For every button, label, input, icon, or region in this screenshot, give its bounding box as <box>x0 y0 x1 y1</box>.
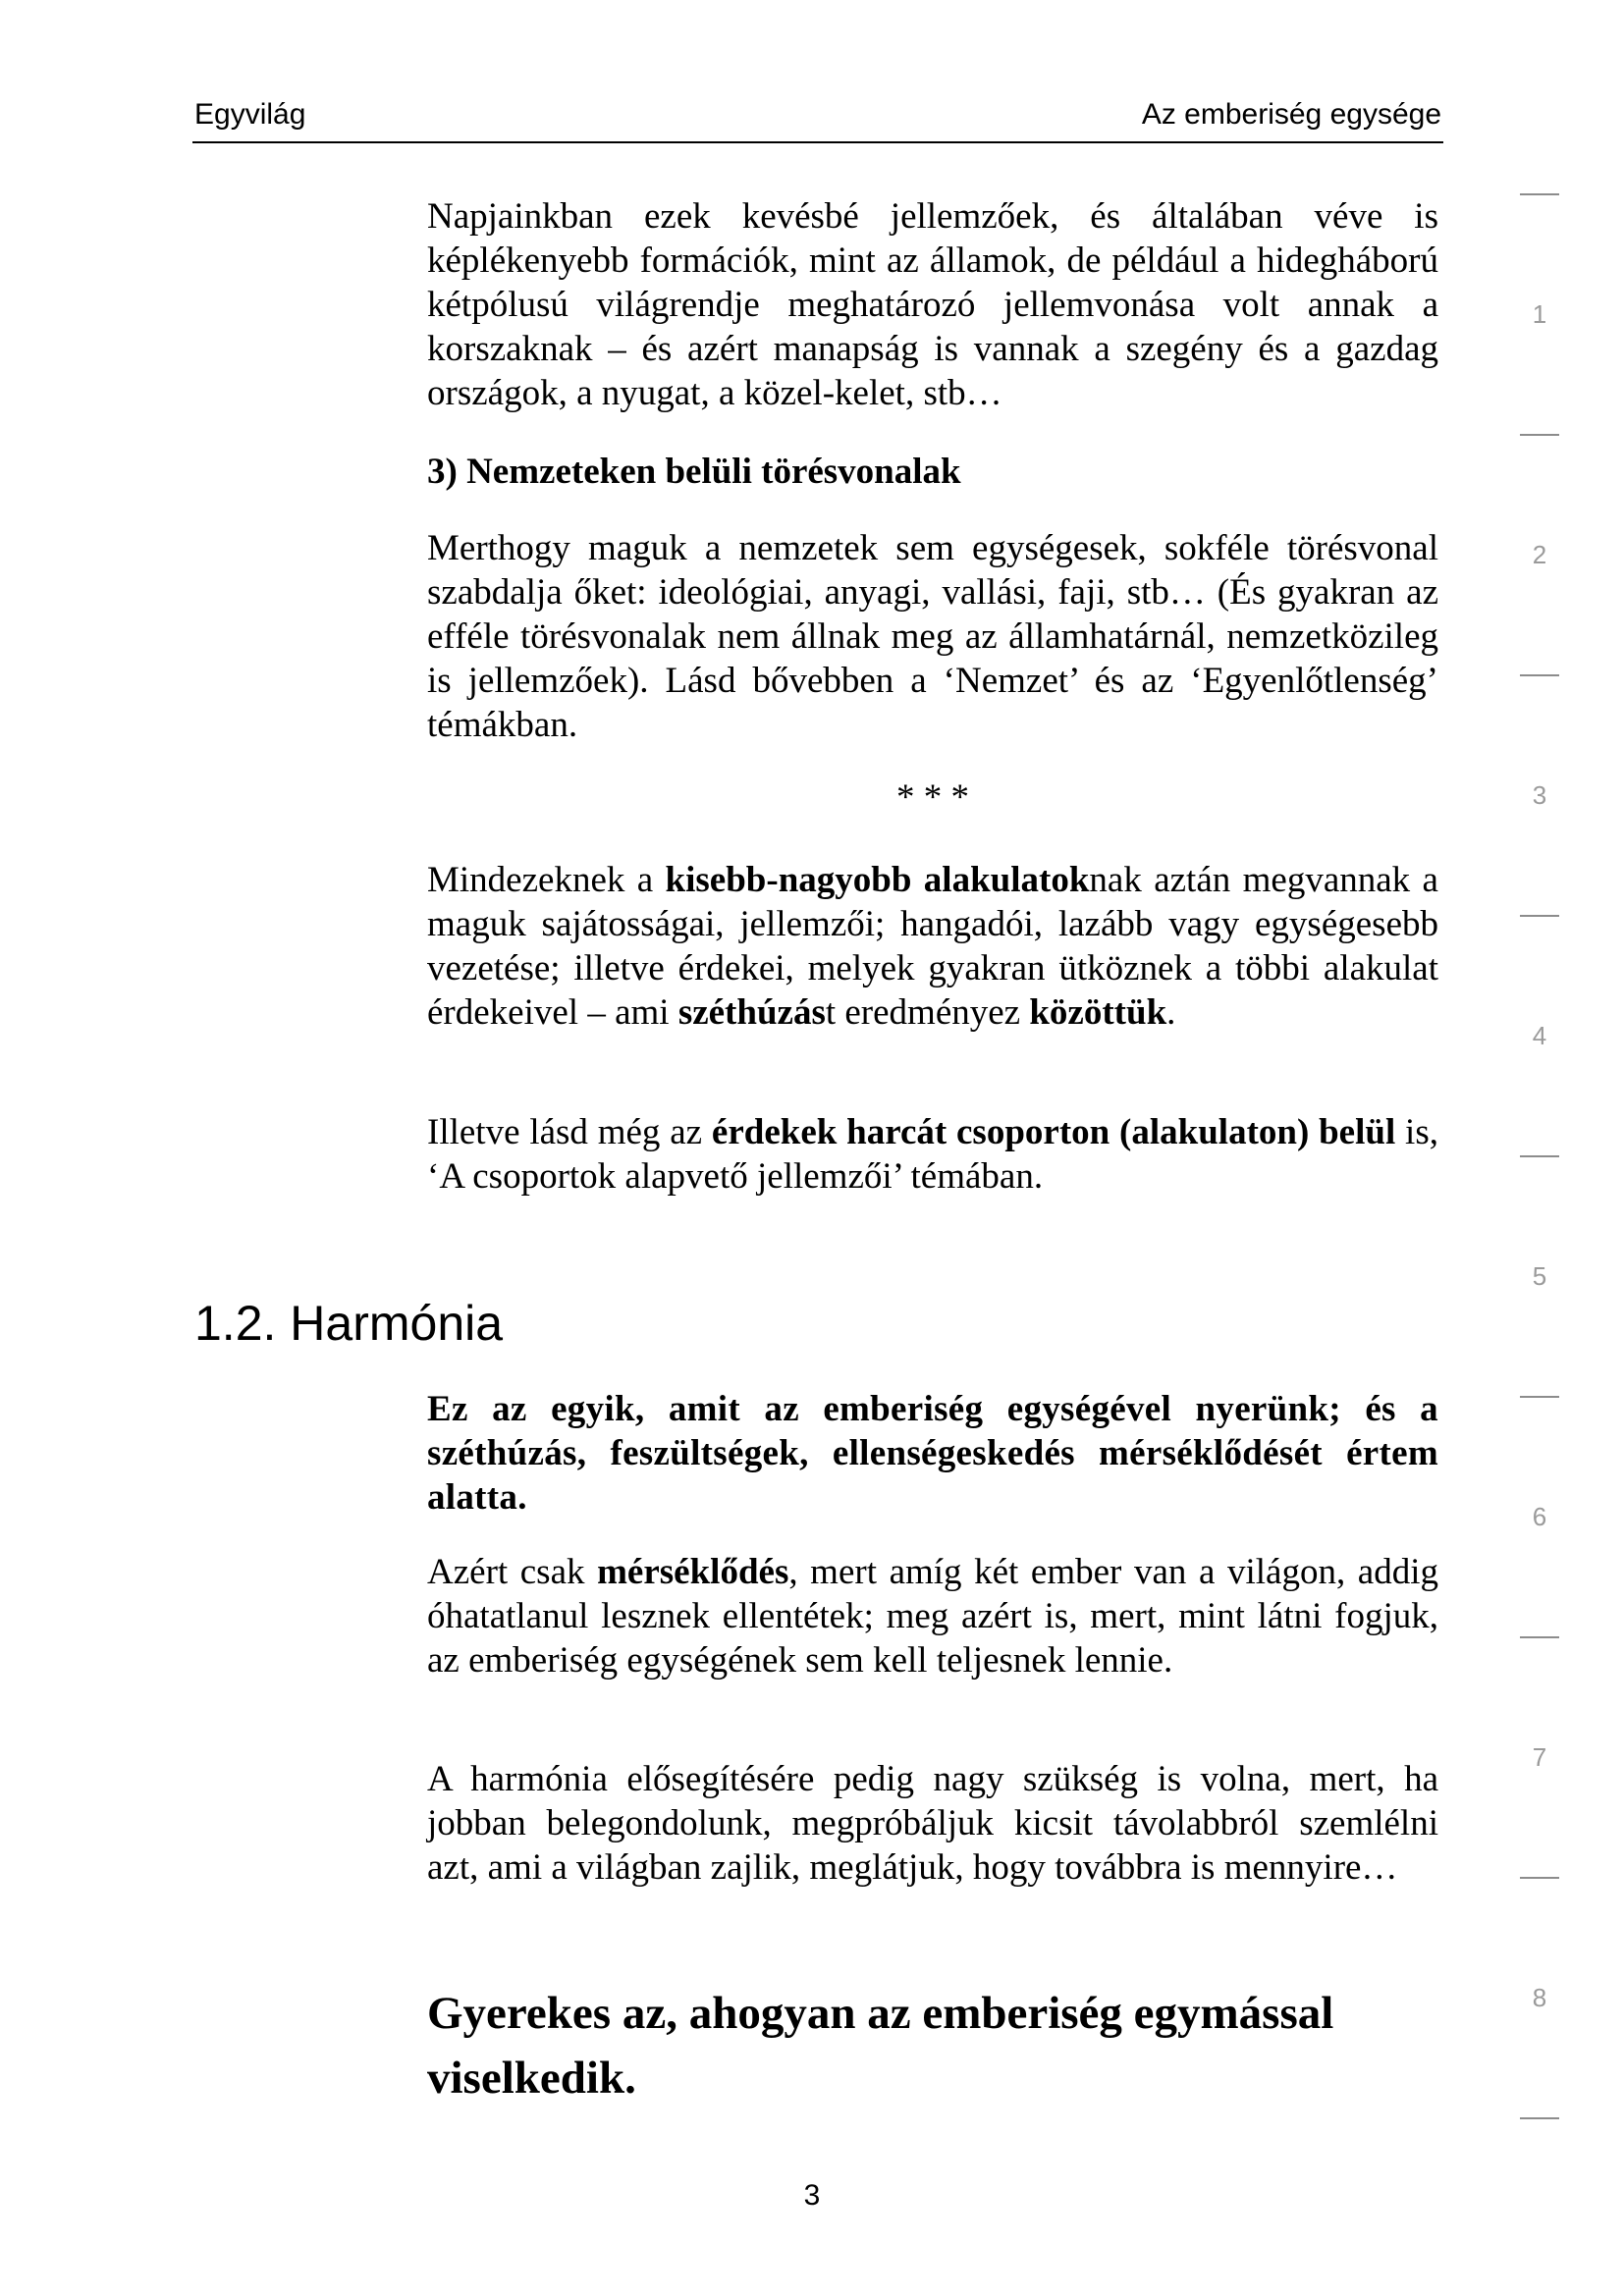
margin-dash <box>1520 434 1559 436</box>
margin-dash <box>1520 2117 1559 2119</box>
paragraph-1: Napjainkban ezek kevésbé jellemzőek, és általában véve is képlékenyebb formációk, mint az államok, de például a hidegháború kétpólusú világrendje meghatározó jellemvonása volt annak a korszaknak – és azért manapság is vannak a szegény és a gazdag országok, a nyugat, a közel-kelet, stb… <box>427 196 1438 413</box>
paragraph-4: Illetve lásd még az érdekek harcát csoporton (alakulaton) belül is, ‘A csoportok alapvető jellemzői’ témában. <box>427 1112 1438 1197</box>
section-separator: * * * <box>896 777 969 818</box>
running-header <box>192 98 1443 143</box>
header-right-title: Az emberiség egysége <box>1141 98 1441 131</box>
paragraph-2: Merthogy maguk a nemzetek sem egységesek, sokféle törésvonal szabdalja őket: ideológiai, anyagi, vallási, faji, stb… (És gyakran az efféle törésvonalak nem állnak meg az államhatárnál, nemzetközileg is jellemzőek). Lásd bővebben a ‘Nemzet’ és az ‘Egyenlőtlenség’ témákban. <box>427 528 1438 745</box>
margin-dash <box>1520 1636 1559 1638</box>
margin-number-7: 7 <box>1532 1742 1547 1772</box>
margin-number-8: 8 <box>1532 1983 1547 2012</box>
paragraph-6: Azért csak mérséklődés, mert amíg két ember van a világon, addig óhatatlanul lesznek ellentétek; meg azért is, mert, mint látni fogjuk, az emberiség egységének sem kell teljesnek lennie. <box>427 1552 1438 1681</box>
margin-number-1: 1 <box>1532 299 1547 329</box>
margin-number-5: 5 <box>1532 1261 1547 1291</box>
margin-dash <box>1520 915 1559 917</box>
margin-number-6: 6 <box>1532 1502 1547 1531</box>
margin-dash <box>1520 193 1559 195</box>
section-heading-harmonia: 1.2. Harmónia <box>194 1296 504 1351</box>
margin-number-4: 4 <box>1532 1021 1547 1050</box>
page-number: 3 <box>803 2179 821 2212</box>
margin-number-2: 2 <box>1532 540 1547 569</box>
margin-dash <box>1520 1877 1559 1879</box>
header-left-title: Egyvilág <box>194 98 306 131</box>
section-heading-3: 3) Nemzeteken belüli törésvonalak <box>427 452 961 492</box>
paragraph-3: Mindezeknek a kisebb-nagyobb alakulatoknak aztán megvannak a maguk sajátosságai, jellemzői; hangadói, lazább vagy egységesebb vezetése; illetve érdekei, melyek gyakran ütköznek a többi alakulat érdekeivel – ami széthúzást eredményez közöttük. <box>427 860 1438 1033</box>
margin-dash <box>1520 1396 1559 1398</box>
emphasis-statement: Gyerekes az, ahogyan az emberiség egymással viselkedik. <box>427 1988 1334 2104</box>
margin-dash <box>1520 1155 1559 1157</box>
margin-number-3: 3 <box>1532 780 1547 810</box>
paragraph-5: Ez az egyik, amit az emberiség egységével nyerünk; és a széthúzás, feszültségek, ellenségeskedés mérséklődését értem alatta. <box>427 1389 1438 1518</box>
paragraph-7: A harmónia elősegítésére pedig nagy szükség is volna, mert, ha jobban belegondolunk, megpróbáljuk kicsit távolabbról szemlélni azt, ami a világban zajlik, meglátjuk, hogy továbbra is mennyire… <box>427 1759 1438 1888</box>
margin-dash <box>1520 674 1559 676</box>
